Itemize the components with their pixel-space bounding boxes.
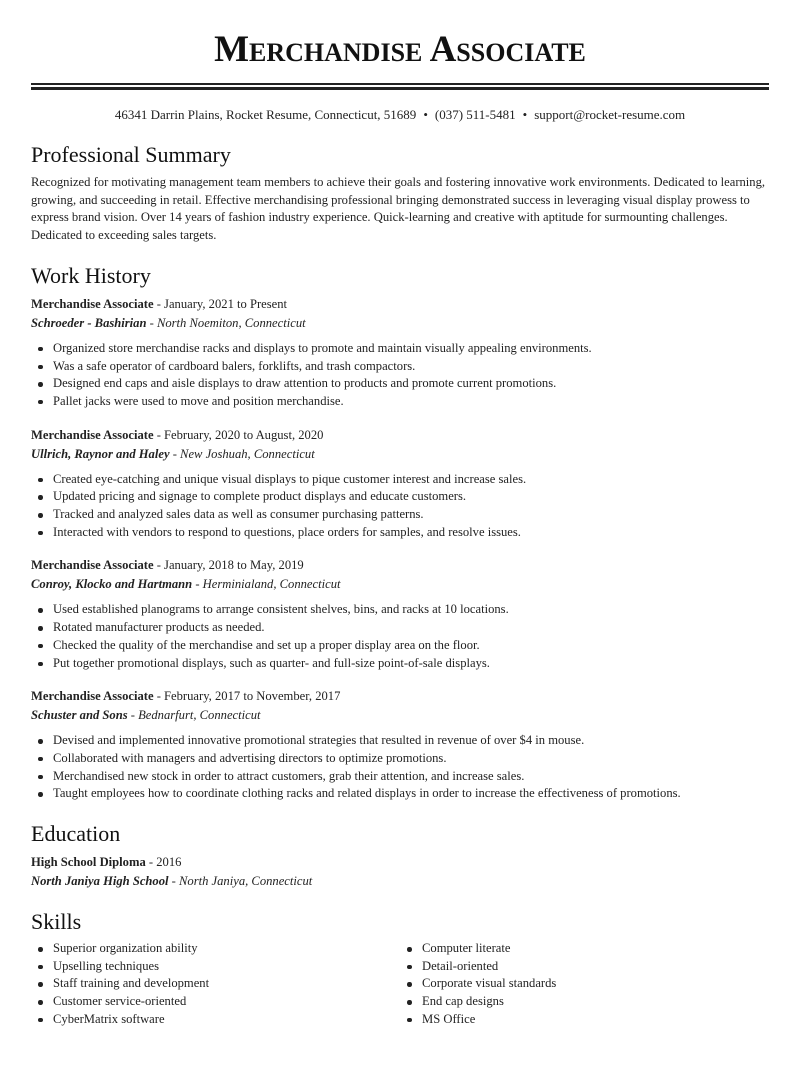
education-entry bbox=[31, 853, 769, 891]
skill-item: Corporate visual standards bbox=[400, 975, 769, 993]
job-bullets bbox=[31, 601, 769, 672]
job-title: Merchandise Associate bbox=[31, 558, 154, 573]
job-bullet: Updated pricing and signage to complete product displays and educate customers. bbox=[31, 488, 769, 506]
contact-phone: (037) 511-5481 bbox=[434, 107, 516, 122]
job-entry bbox=[31, 426, 769, 542]
work-history-heading: Work History bbox=[31, 262, 151, 288]
skills-heading: Skills bbox=[31, 909, 82, 935]
skill-item: Customer service-oriented bbox=[31, 993, 400, 1011]
company-name: Conroy, Klocko and Hartmann bbox=[31, 577, 193, 592]
job-title: Merchandise Associate bbox=[31, 689, 154, 704]
education-year: - 2016 bbox=[145, 855, 182, 870]
job-entry bbox=[31, 295, 769, 411]
job-bullets bbox=[31, 732, 769, 803]
company-name: Schuster and Sons bbox=[31, 708, 128, 723]
school-location: - North Janiya, Connecticut bbox=[168, 874, 313, 889]
job-bullet: Designed end caps and aisle displays to draw attention to products and promote current promotions. bbox=[31, 375, 769, 393]
summary-text: Recognized for motivating management team members to achieve their goals and fostering innovative work environments. Dedicated to learning, growing, and succeeding in retail. Effective merchandising professional bringing demonstrated success in leveraging visual display prowess to express brand vision. Over 14 years of fashion industry experience. Quick-learning and creative with aptitude for surmounting challenges. Dedicated to exceeding sales targets. bbox=[31, 175, 766, 243]
separator: • bbox=[423, 107, 428, 122]
job-location: - North Noemiton, Connecticut bbox=[146, 315, 306, 330]
job-bullet: Merchandised new stock in order to attract customers, grab their attention, and increase sales. bbox=[31, 768, 769, 786]
summary-heading: Professional Summary bbox=[31, 142, 231, 167]
skill-item: Superior organization ability bbox=[31, 940, 400, 958]
job-title: Merchandise Associate bbox=[31, 296, 154, 311]
job-dates: - February, 2020 to August, 2020 bbox=[153, 427, 324, 442]
skills-column-left bbox=[31, 940, 400, 1029]
school-name: North Janiya High School bbox=[31, 874, 169, 889]
skill-item: Upselling techniques bbox=[31, 958, 400, 976]
job-bullet: Was a safe operator of cardboard balers, forklifts, and trash compactors. bbox=[31, 358, 769, 376]
job-bullets bbox=[31, 340, 769, 411]
job-location: - New Joshuah, Connecticut bbox=[169, 446, 315, 461]
job-dates: - February, 2017 to November, 2017 bbox=[153, 689, 341, 704]
job-bullet: Tracked and analyzed sales data as well as consumer purchasing patterns. bbox=[31, 506, 769, 524]
job-title: Merchandise Associate bbox=[31, 427, 154, 442]
resume-page bbox=[0, 30, 800, 1029]
job-bullet: Devised and implemented innovative promotional strategies that resulted in revenue of over $4 in mouse. bbox=[31, 732, 769, 750]
skill-item: End cap designs bbox=[400, 993, 769, 1011]
education-heading: Education bbox=[31, 821, 121, 847]
company-name: Schroeder - Bashirian bbox=[31, 315, 147, 330]
skill-item: Staff training and development bbox=[31, 975, 400, 993]
divider-thin bbox=[31, 83, 769, 85]
job-entry bbox=[31, 687, 769, 803]
job-bullets bbox=[31, 471, 769, 542]
job-bullet: Put together promotional displays, such as quarter- and full-size point-of-sale displays. bbox=[31, 655, 769, 673]
job-bullet: Organized store merchandise racks and displays to promote and maintain visually appealing environments. bbox=[31, 340, 769, 358]
work-history-list bbox=[31, 295, 769, 803]
job-location: - Herminialand, Connecticut bbox=[192, 577, 341, 592]
job-entry bbox=[31, 556, 769, 672]
resume-title: Merchandise Associate bbox=[214, 29, 586, 70]
skill-item: Computer literate bbox=[400, 940, 769, 958]
job-bullet: Collaborated with managers and advertising directors to optimize promotions. bbox=[31, 750, 769, 768]
contact-email: support@rocket-resume.com bbox=[534, 107, 686, 122]
job-bullet: Created eye-catching and unique visual displays to pique customer interest and increase sales. bbox=[31, 471, 769, 489]
job-bullet: Rotated manufacturer products as needed. bbox=[31, 619, 769, 637]
job-bullet: Pallet jacks were used to move and position merchandise. bbox=[31, 393, 769, 411]
degree: High School Diploma bbox=[31, 855, 146, 870]
company-name: Ullrich, Raynor and Haley bbox=[31, 446, 170, 461]
job-bullet: Taught employees how to coordinate clothing racks and related displays in order to increase the effectiveness of promotions. bbox=[31, 785, 769, 803]
job-bullet: Used established planograms to arrange consistent shelves, bins, and racks at 10 locations. bbox=[31, 601, 769, 619]
job-dates: - January, 2018 to May, 2019 bbox=[153, 558, 304, 573]
skill-item: MS Office bbox=[400, 1011, 769, 1029]
skill-item: Detail-oriented bbox=[400, 958, 769, 976]
job-dates: - January, 2021 to Present bbox=[153, 296, 288, 311]
skills-list bbox=[31, 940, 769, 1029]
job-bullet: Interacted with vendors to respond to questions, place orders for samples, and resolve issues. bbox=[31, 524, 769, 542]
job-location: - Bednarfurt, Connecticut bbox=[127, 708, 261, 723]
skill-item: CyberMatrix software bbox=[31, 1011, 400, 1029]
separator: • bbox=[522, 107, 528, 122]
divider-thick bbox=[31, 87, 769, 90]
contact-address: 46341 Darrin Plains, Rocket Resume, Connecticut, 51689 bbox=[114, 107, 417, 122]
contact-info bbox=[31, 106, 769, 124]
job-bullet: Checked the quality of the merchandise and set up a proper display area on the floor. bbox=[31, 637, 769, 655]
skills-column-right bbox=[400, 940, 769, 1029]
